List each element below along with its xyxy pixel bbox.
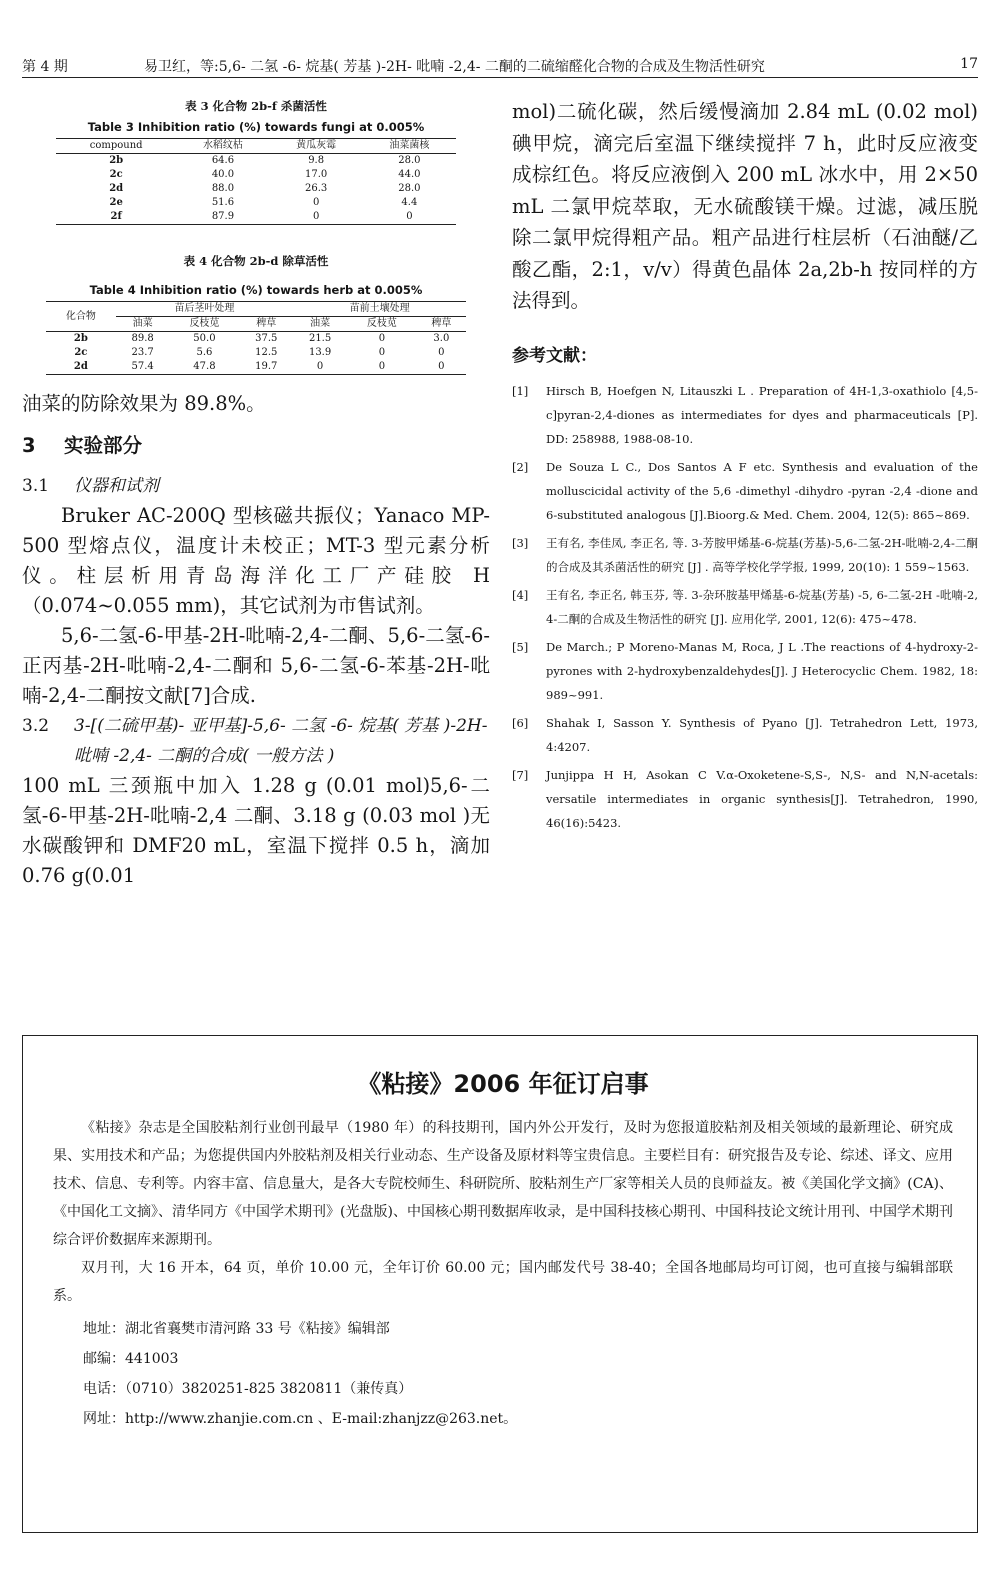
table4-subheader: 反枝苋 (170, 317, 240, 332)
right-column (512, 96, 978, 839)
table-cell: 50.0 (193, 333, 216, 344)
table-cell: 17.0 (305, 169, 328, 180)
table4-caption-en: Table 4 Inhibition ratio (%) towards herb at 0.005% (89, 283, 423, 297)
subsection-heading (22, 711, 490, 771)
table-cell: 0 (378, 333, 386, 344)
table-cell: 19.7 (239, 360, 293, 375)
table-cell: 13.9 (308, 347, 332, 358)
table4-subheader: 油菜 (116, 317, 170, 332)
table-cell: 44.0 (398, 169, 421, 180)
paragraph: mol)二硫化碳，然后缓慢滴加 2.84 mL (0.02 mol)碘甲烷，滴完后室温下继续搅拌 7 h，此时反应液变成棕红色。将反应液倒入 200 mL 冰水中，用 2×50 mL 二氯甲烷萃取，无水硫酸镁干燥。过滤，减压脱除二氯甲烷得粗产品。粗产品进行柱层析（石油醚/乙酸乙酯，2:1，v/v）得黄色晶体 2a,2b-h 按同样的方法得到。 (512, 100, 978, 312)
reference-item (512, 763, 978, 835)
references-heading: 参考文献： (512, 345, 597, 366)
table3-header: 油菜菌核 (363, 139, 456, 154)
table3-header: 黄瓜灰霉 (270, 139, 363, 154)
reference-text: 王有名, 李正名, 韩玉芬, 等. 3-杂环胺基甲烯基-6-烷基(芳基) -5, 6-二氢-2H -吡喃-2, 4-二酮的合成及生物活性的研究 [J]. 应用化学, 2001, 12(6): 475~478. (546, 587, 978, 626)
table4-group-header: 苗后茎叶处理 (116, 302, 293, 317)
reference-number: [7] (512, 767, 529, 782)
reference-text: Hirsch B, Hoefgen N, Litauszki L . Preparation of 4H-1,3-oxathiolo [4,5-c]pyran-2,4-diones as intermediates for dyes and pharmaceuticals [P]. DD: 258988, 1988-08-10. (546, 383, 978, 446)
notice-paragraph: 《粘接》杂志是全国胶粘剂行业创刊最早（1980 年）的科技期刊，国内外公开发行，及时为您报道胶粘剂及相关领域的最新理论、研究成果、实用技术和产品；为您提供国内外胶粘剂及相关行业动态、生产设备及原材料等宝贵信息。主要栏目有：研究报告及专论、综述、译文、应用技术、信息、专利等。内容丰富、信息量大，是各大专院校师生、科研院所、胶粘剂生产厂家等相关人员的良师益友。被《美国化学文摘》(CA)、《中国化工文摘》、清华同方《中国学术期刊》(光盘版)、中国核心期刊数据库收录，是中国科技核心期刊、中国科技论文统计用刊、中国学术期刊综合评价数据库来源期刊。 (53, 1120, 953, 1248)
reference-item (512, 583, 978, 631)
reference-text: Junjippa H H, Asokan C V.α-Oxoketene-S,S-, N,S- and N,N-acetals: versatile intermediates in organic synthesis[J]. Tetrahedron, 1990, 46(16):5423. (546, 767, 978, 830)
table3 (56, 138, 456, 225)
notice-web: 网址：http://www.zhanjie.com.cn 、E-mail:zhanjzz@263.net。 (83, 1411, 518, 1427)
table-cell: 28.0 (398, 155, 421, 166)
table-cell: 3.0 (433, 333, 450, 344)
reference-number: [5] (512, 639, 529, 654)
reference-number: [1] (512, 383, 529, 398)
table-cell: 57.4 (116, 360, 170, 375)
subsection-title: 仪器和试剂 (74, 476, 159, 496)
table4-subheader: 稗草 (417, 317, 466, 332)
table-cell: 87.9 (176, 210, 269, 225)
subsection-number: 3.1 (22, 476, 50, 496)
reference-text: De Souza L C., Dos Santos A F etc. Synthesis and evaluation of the molluscicidal activity of the 5,6 -dimethyl -dihydro -pyran -2,4 -dione and 6-substituted analogous [J].Bioorg.& Med. Chem. 2004, 12(5): 865~869. (546, 459, 978, 522)
reference-number: [3] (512, 535, 529, 550)
notice-address: 地址：湖北省襄樊市清河路 33 号《粘接》编辑部 (83, 1321, 390, 1337)
table-row (56, 182, 456, 196)
table-cell: 23.7 (131, 347, 154, 358)
table3-caption-cn: 表 3 化合物 2b-f 杀菌活性 (185, 99, 327, 113)
table-cell: 0 (312, 197, 320, 208)
notice-postcode: 邮编：441003 (83, 1351, 179, 1367)
notice-title: 《粘接》2006 年征订启事 (357, 1070, 649, 1098)
table-cell: 28.0 (398, 183, 421, 194)
table4-caption-cn: 表 4 化合物 2b-d 除草活性 (183, 254, 329, 268)
table4-row-header: 化合物 (46, 302, 116, 332)
table-cell: 2c (109, 169, 123, 180)
reference-text: De March.; P Moreno-Manas M, Roca, J L .The reactions of 4-hydroxy-2-pyrones with 2-hydroxybenzaldehydes[J]. J Heterocyclic Chem. 1982, 18: 989~991. (546, 639, 978, 702)
table-cell: 2b (109, 155, 124, 166)
table3-header: 水稻纹枯 (176, 139, 269, 154)
reference-number: [2] (512, 459, 529, 474)
reference-item (512, 455, 978, 527)
table-cell: 2d (46, 360, 116, 375)
table4-subheader: 油菜 (293, 317, 347, 332)
table-cell: 26.3 (305, 183, 328, 194)
section-heading (22, 431, 490, 461)
table-cell: 37.5 (255, 333, 278, 344)
notice-phone: 电话：（0710）3820251-825 3820811（兼传真） (83, 1381, 413, 1397)
reference-text: 王有名, 李佳凤, 李正名, 等. 3-芳胺甲烯基-6-烷基(芳基)-5,6-二氢-2H-吡喃-2,4-二酮的合成及其杀菌活性的研究 [J] . 高等学校化学学报, 1999, 20(10): 1 559~1563. (546, 535, 978, 574)
table-cell: 21.5 (308, 333, 332, 344)
table-cell: 0 (438, 347, 445, 358)
table-cell: 0 (417, 360, 466, 375)
table-cell: 40.0 (211, 169, 235, 180)
section-title: 实验部分 (64, 434, 143, 457)
table3-header: compound (56, 139, 176, 154)
table4-subheader: 反枝苋 (347, 317, 417, 332)
table-cell: 64.6 (211, 155, 235, 166)
paragraph: 100 mL 三颈瓶中加入 1.28 g (0.01 mol)5,6-二氢-6-甲基-2H-吡喃-2,4 二酮、3.18 g (0.03 mol )无水碳酸钾和 DMF20 mL，室温下搅拌 0.5 h，滴加 0.76 g(0.01 (22, 774, 490, 887)
table-row (46, 360, 466, 375)
table-cell: 4.4 (401, 197, 418, 208)
table-cell: 9.8 (308, 155, 325, 166)
reference-item (512, 379, 978, 451)
notice-paragraph: 双月刊，大 16 开本，64 页，单价 10.00 元，全年订价 60.00 元；国内邮发代号 38-40；全国各地邮局均可订阅，也可直接与编辑部联系。 (53, 1260, 953, 1304)
table-row (56, 154, 456, 169)
running-title: 易卫红，等:5,6- 二氢 -6- 烷基( 芳基 )-2H- 吡喃 -2,4- 二酮的二硫缩醛化合物的合成及生物活性研究 (144, 59, 765, 75)
table-cell: 12.5 (255, 347, 278, 358)
subscription-notice (22, 1035, 978, 1533)
paragraph: 油菜的防除效果为 89.8%。 (22, 392, 266, 415)
table-cell: 88.0 (211, 183, 235, 194)
reference-number: [6] (512, 715, 529, 730)
reference-text: Shahak I, Sasson Y. Synthesis of Pyano [J]. Tetrahedron Lett, 1973, 4:4207. (546, 715, 978, 754)
table-cell: 0 (270, 210, 363, 225)
page-number: 17 (960, 56, 978, 72)
table3-caption-en: Table 3 Inhibition ratio (%) towards fungi at 0.005% (87, 120, 425, 134)
issue-number: 第 4 期 (22, 59, 68, 75)
subsection-number: 3.2 (22, 716, 50, 736)
table-cell: 2b (73, 333, 88, 344)
paragraph: Bruker AC-200Q 型核磁共振仪；Yanaco MP-500 型熔点仪，温度计未校正；MT-3 型元素分析仪。柱层析用青岛海洋化工厂产硅胶 H（0.074~0.055 mm)，其它试剂为市售试剂。 (22, 504, 490, 617)
table-row (46, 332, 466, 347)
table-row (56, 210, 456, 225)
table4-group-header: 苗前土壤处理 (293, 302, 466, 317)
reference-list (512, 379, 978, 835)
table-row (56, 196, 456, 210)
reference-item (512, 531, 978, 579)
table-cell: 89.8 (131, 333, 154, 344)
table4 (46, 301, 466, 375)
subsection-heading (22, 471, 490, 501)
table-cell: 5.6 (196, 347, 213, 358)
table-cell: 0 (378, 347, 386, 358)
table-cell: 2c (74, 347, 88, 358)
table-row (56, 168, 456, 182)
table-cell: 2f (56, 210, 176, 225)
table-cell: 47.8 (170, 360, 240, 375)
table-cell: 0 (347, 360, 417, 375)
paragraph: 5,6-二氢-6-甲基-2H-吡喃-2,4-二酮、5,6-二氢-6-正丙基-2H-吡喃-2,4-二酮和 5,6-二氢-6-苯基-2H-吡喃-2,4-二酮按文献[7]合成. (22, 624, 490, 707)
table-cell: 0 (363, 210, 456, 225)
table-cell: 51.6 (211, 197, 235, 208)
subsection-title: 3-[(二硫甲基)- 亚甲基]-5,6- 二氢 -6- 烷基( 芳基 )-2H- 吡喃 -2,4- 二酮的合成( 一般方法 ) (74, 716, 488, 766)
section-number: 3 (22, 434, 36, 457)
table4-subheader: 稗草 (239, 317, 293, 332)
table-row (46, 346, 466, 360)
table-cell: 0 (293, 360, 347, 375)
reference-item (512, 635, 978, 707)
left-column (22, 96, 490, 891)
reference-item (512, 711, 978, 759)
running-header (22, 54, 978, 78)
reference-number: [4] (512, 587, 529, 602)
table-cell: 2d (109, 183, 124, 194)
table-cell: 2e (109, 197, 123, 208)
